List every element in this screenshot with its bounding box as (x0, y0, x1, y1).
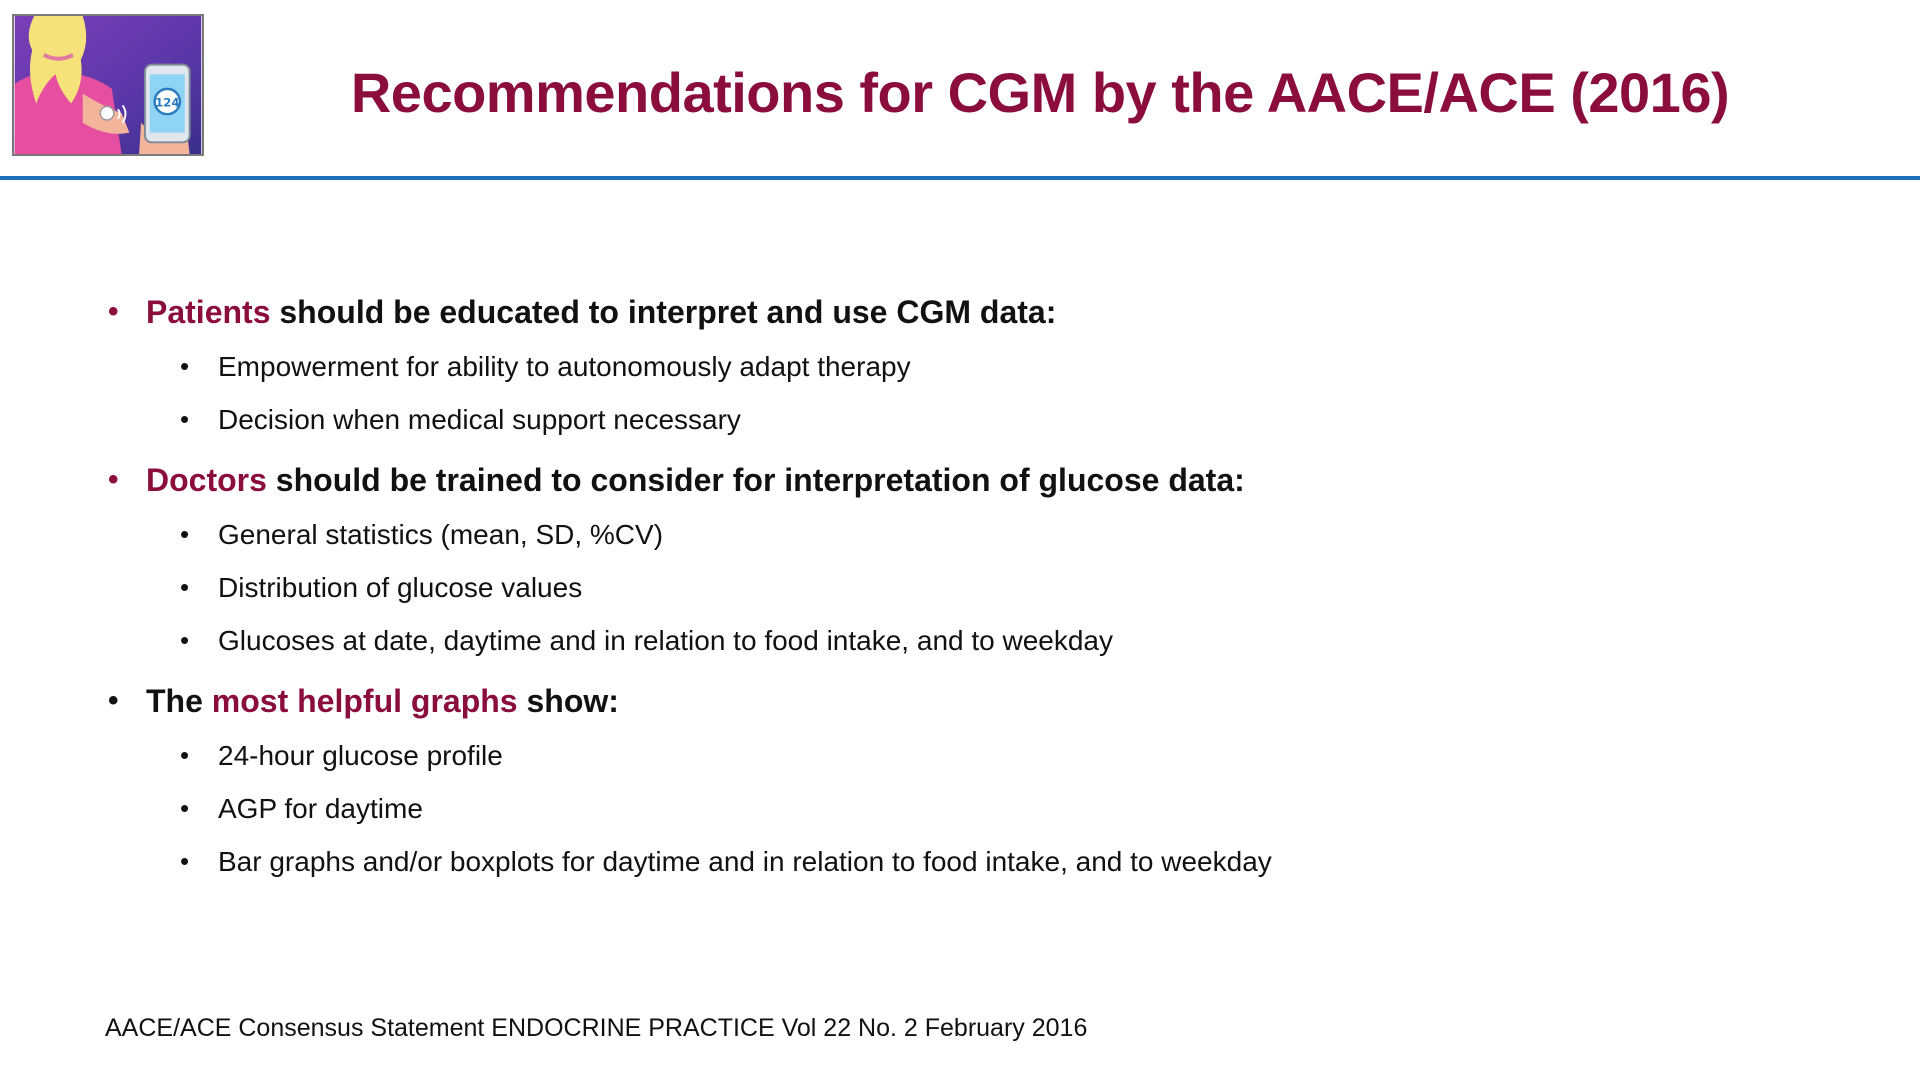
heading-highlight: most helpful graphs (211, 683, 518, 719)
sub-bullet-item (108, 729, 1808, 782)
sub-bullet-text: AGP for daytime (218, 793, 423, 824)
bullet-dot-icon: • (108, 463, 119, 496)
heading-suffix: show: (517, 683, 619, 719)
sub-bullet-dot-icon: • (180, 519, 190, 549)
sub-bullet-dot-icon: • (180, 351, 190, 381)
section-doctors (108, 458, 1808, 667)
person-with-cgm-phone-icon (14, 16, 202, 154)
heading-prefix: The (146, 683, 212, 719)
section-graphs (108, 679, 1808, 888)
sub-bullet-item (108, 782, 1808, 835)
sub-bullet-item (108, 561, 1808, 614)
page-title: Recommendations for CGM by the AACE/ACE (2016) (350, 61, 1730, 124)
sub-bullet-item (108, 508, 1808, 561)
sub-bullet-text: Bar graphs and/or boxplots for daytime and in relation to food intake, and to weekday (218, 846, 1272, 877)
sub-bullet-list (108, 340, 1808, 446)
sub-bullet-text: Empowerment for ability to autonomously adapt therapy (218, 351, 911, 382)
heading-highlight: Patients (146, 294, 271, 330)
heading-suffix: should be educated to interpret and use CGM data: (270, 294, 1057, 330)
header-divider (0, 176, 1920, 180)
citation-footer: AACE/ACE Consensus Statement ENDOCRINE PRACTICE Vol 22 No. 2 February 2016 (105, 1014, 1088, 1042)
sub-bullet-item (108, 393, 1808, 446)
phone-reading: 124 (155, 95, 180, 110)
bullet-heading (108, 458, 1808, 502)
sub-bullet-dot-icon: • (180, 572, 190, 602)
bullet-list (108, 290, 1808, 888)
sub-bullet-text: 24-hour glucose profile (218, 740, 503, 771)
sub-bullet-dot-icon: • (180, 740, 190, 770)
sub-bullet-item (108, 614, 1808, 667)
sub-bullet-list (108, 729, 1808, 888)
bullet-dot-icon: • (108, 295, 119, 328)
sub-bullet-dot-icon: • (180, 625, 190, 655)
sub-bullet-list (108, 508, 1808, 667)
bullet-heading (108, 679, 1808, 723)
sub-bullet-dot-icon: • (180, 846, 190, 876)
sub-bullet-item (108, 340, 1808, 393)
cgm-logo-image (12, 14, 204, 156)
bullet-dot-icon: • (108, 684, 119, 717)
sub-bullet-text: Distribution of glucose values (218, 572, 583, 603)
sub-bullet-text: General statistics (mean, SD, %CV) (218, 519, 664, 550)
sub-bullet-dot-icon: • (180, 404, 190, 434)
bullet-heading (108, 290, 1808, 334)
sub-bullet-text: Glucoses at date, daytime and in relation to food intake, and to weekday (218, 625, 1114, 656)
heading-suffix: should be trained to consider for interpretation of glucose data: (266, 462, 1245, 498)
sub-bullet-text: Decision when medical support necessary (218, 404, 741, 435)
sub-bullet-item (108, 835, 1808, 888)
heading-highlight: Doctors (146, 462, 267, 498)
section-patients (108, 290, 1808, 446)
sub-bullet-dot-icon: • (180, 793, 190, 823)
